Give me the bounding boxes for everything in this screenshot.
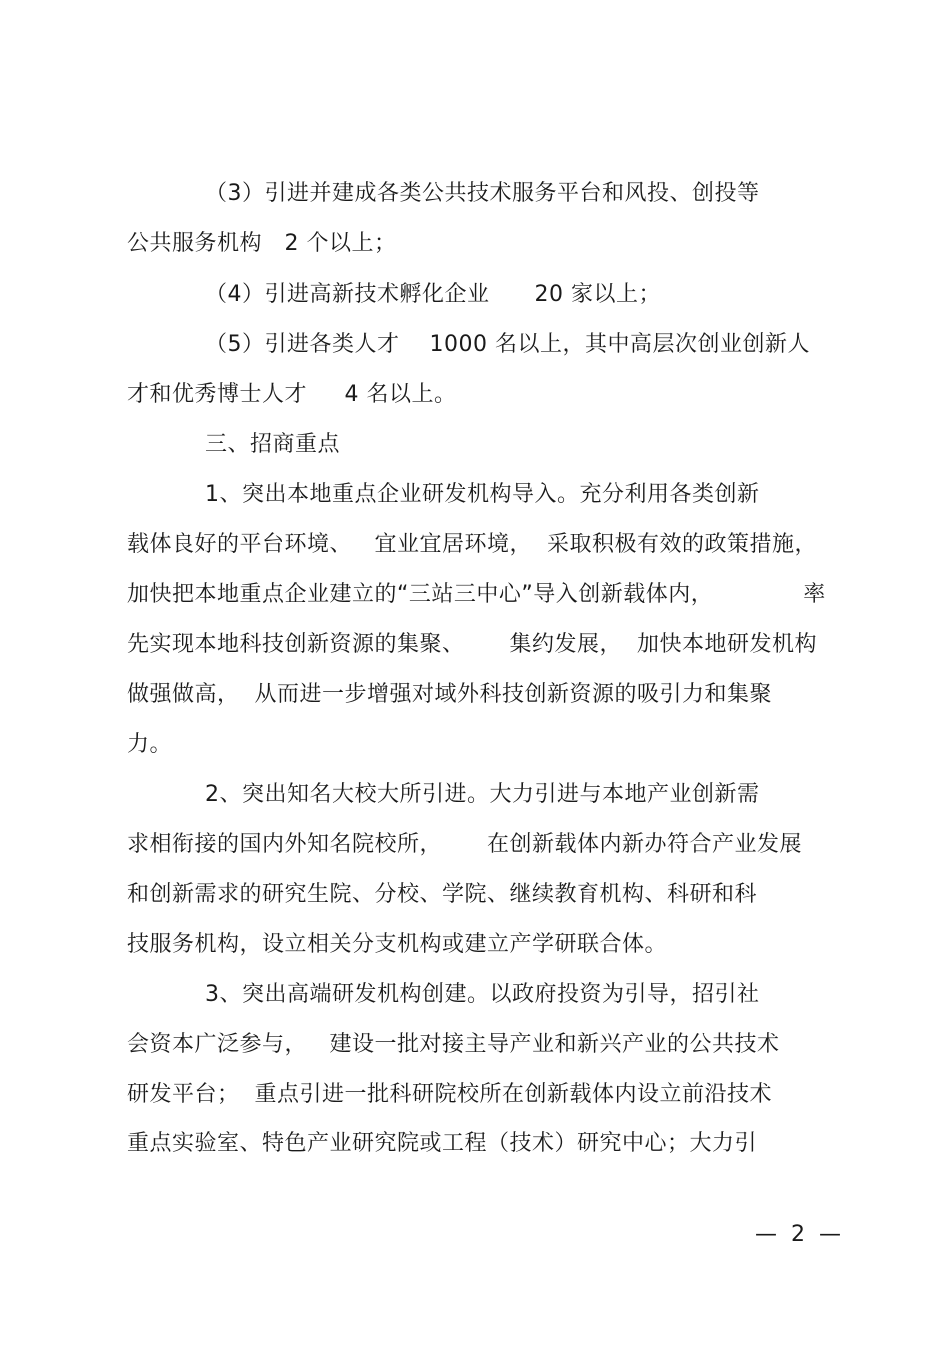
text-line: 和创新需求的研究生院、分校、学院、继续教育机构、科研和科 — [127, 882, 758, 907]
text-line: 重点实验室、特色产业研究院或工程（技术）研究中心；大力引 — [127, 1131, 758, 1156]
text-line: 技服务机构，设立相关分支机构或建立产学研联合体。 — [127, 932, 668, 957]
text-line: 先实现本地科技创新资源的集聚、 集约发展， 加快本地研发机构 — [127, 632, 817, 657]
text-line: 做强做高， 从而进一步增强对域外科技创新资源的吸引力和集聚 — [127, 682, 772, 707]
page-number: — 2 — — [755, 1222, 841, 1247]
text-line: 1、突出本地重点企业研发机构导入。充分利用各类创新 — [205, 482, 760, 507]
text-line: （3）引进并建成各类公共技术服务平台和风投、创投等 — [205, 181, 760, 206]
text-line: 公共服务机构 2 个以上； — [127, 231, 397, 256]
text-line: 才和优秀博士人才 4 名以上。 — [127, 382, 457, 407]
text-line: 载体良好的平台环境、 宜业宜居环境， 采取积极有效的政策措施， — [127, 532, 817, 557]
text-line: 2、突出知名大校大所引进。大力引进与本地产业创新需 — [205, 782, 760, 807]
text-line: 3、突出高端研发机构创建。以政府投资为引导，招引社 — [205, 982, 760, 1007]
text-line: 求相衔接的国内外知名院校所， 在创新载体内新办符合产业发展 — [127, 832, 802, 857]
text-line: 加快把本地重点企业建立的“三站三中心”导入创新载体内， 率 — [127, 582, 826, 607]
text-line: 研发平台； 重点引进一批科研院校所在创新载体内设立前沿技术 — [127, 1082, 772, 1107]
text-line: 力。 — [127, 732, 173, 757]
text-line: 会资本广泛参与， 建设一批对接主导产业和新兴产业的公共技术 — [127, 1032, 780, 1057]
text-line: （4）引进高新技术孵化企业 20 家以上； — [205, 282, 661, 307]
text-line: （5）引进各类人才 1000 名以上，其中高层次创业创新人 — [205, 332, 810, 357]
section-heading: 三、招商重点 — [205, 432, 341, 457]
